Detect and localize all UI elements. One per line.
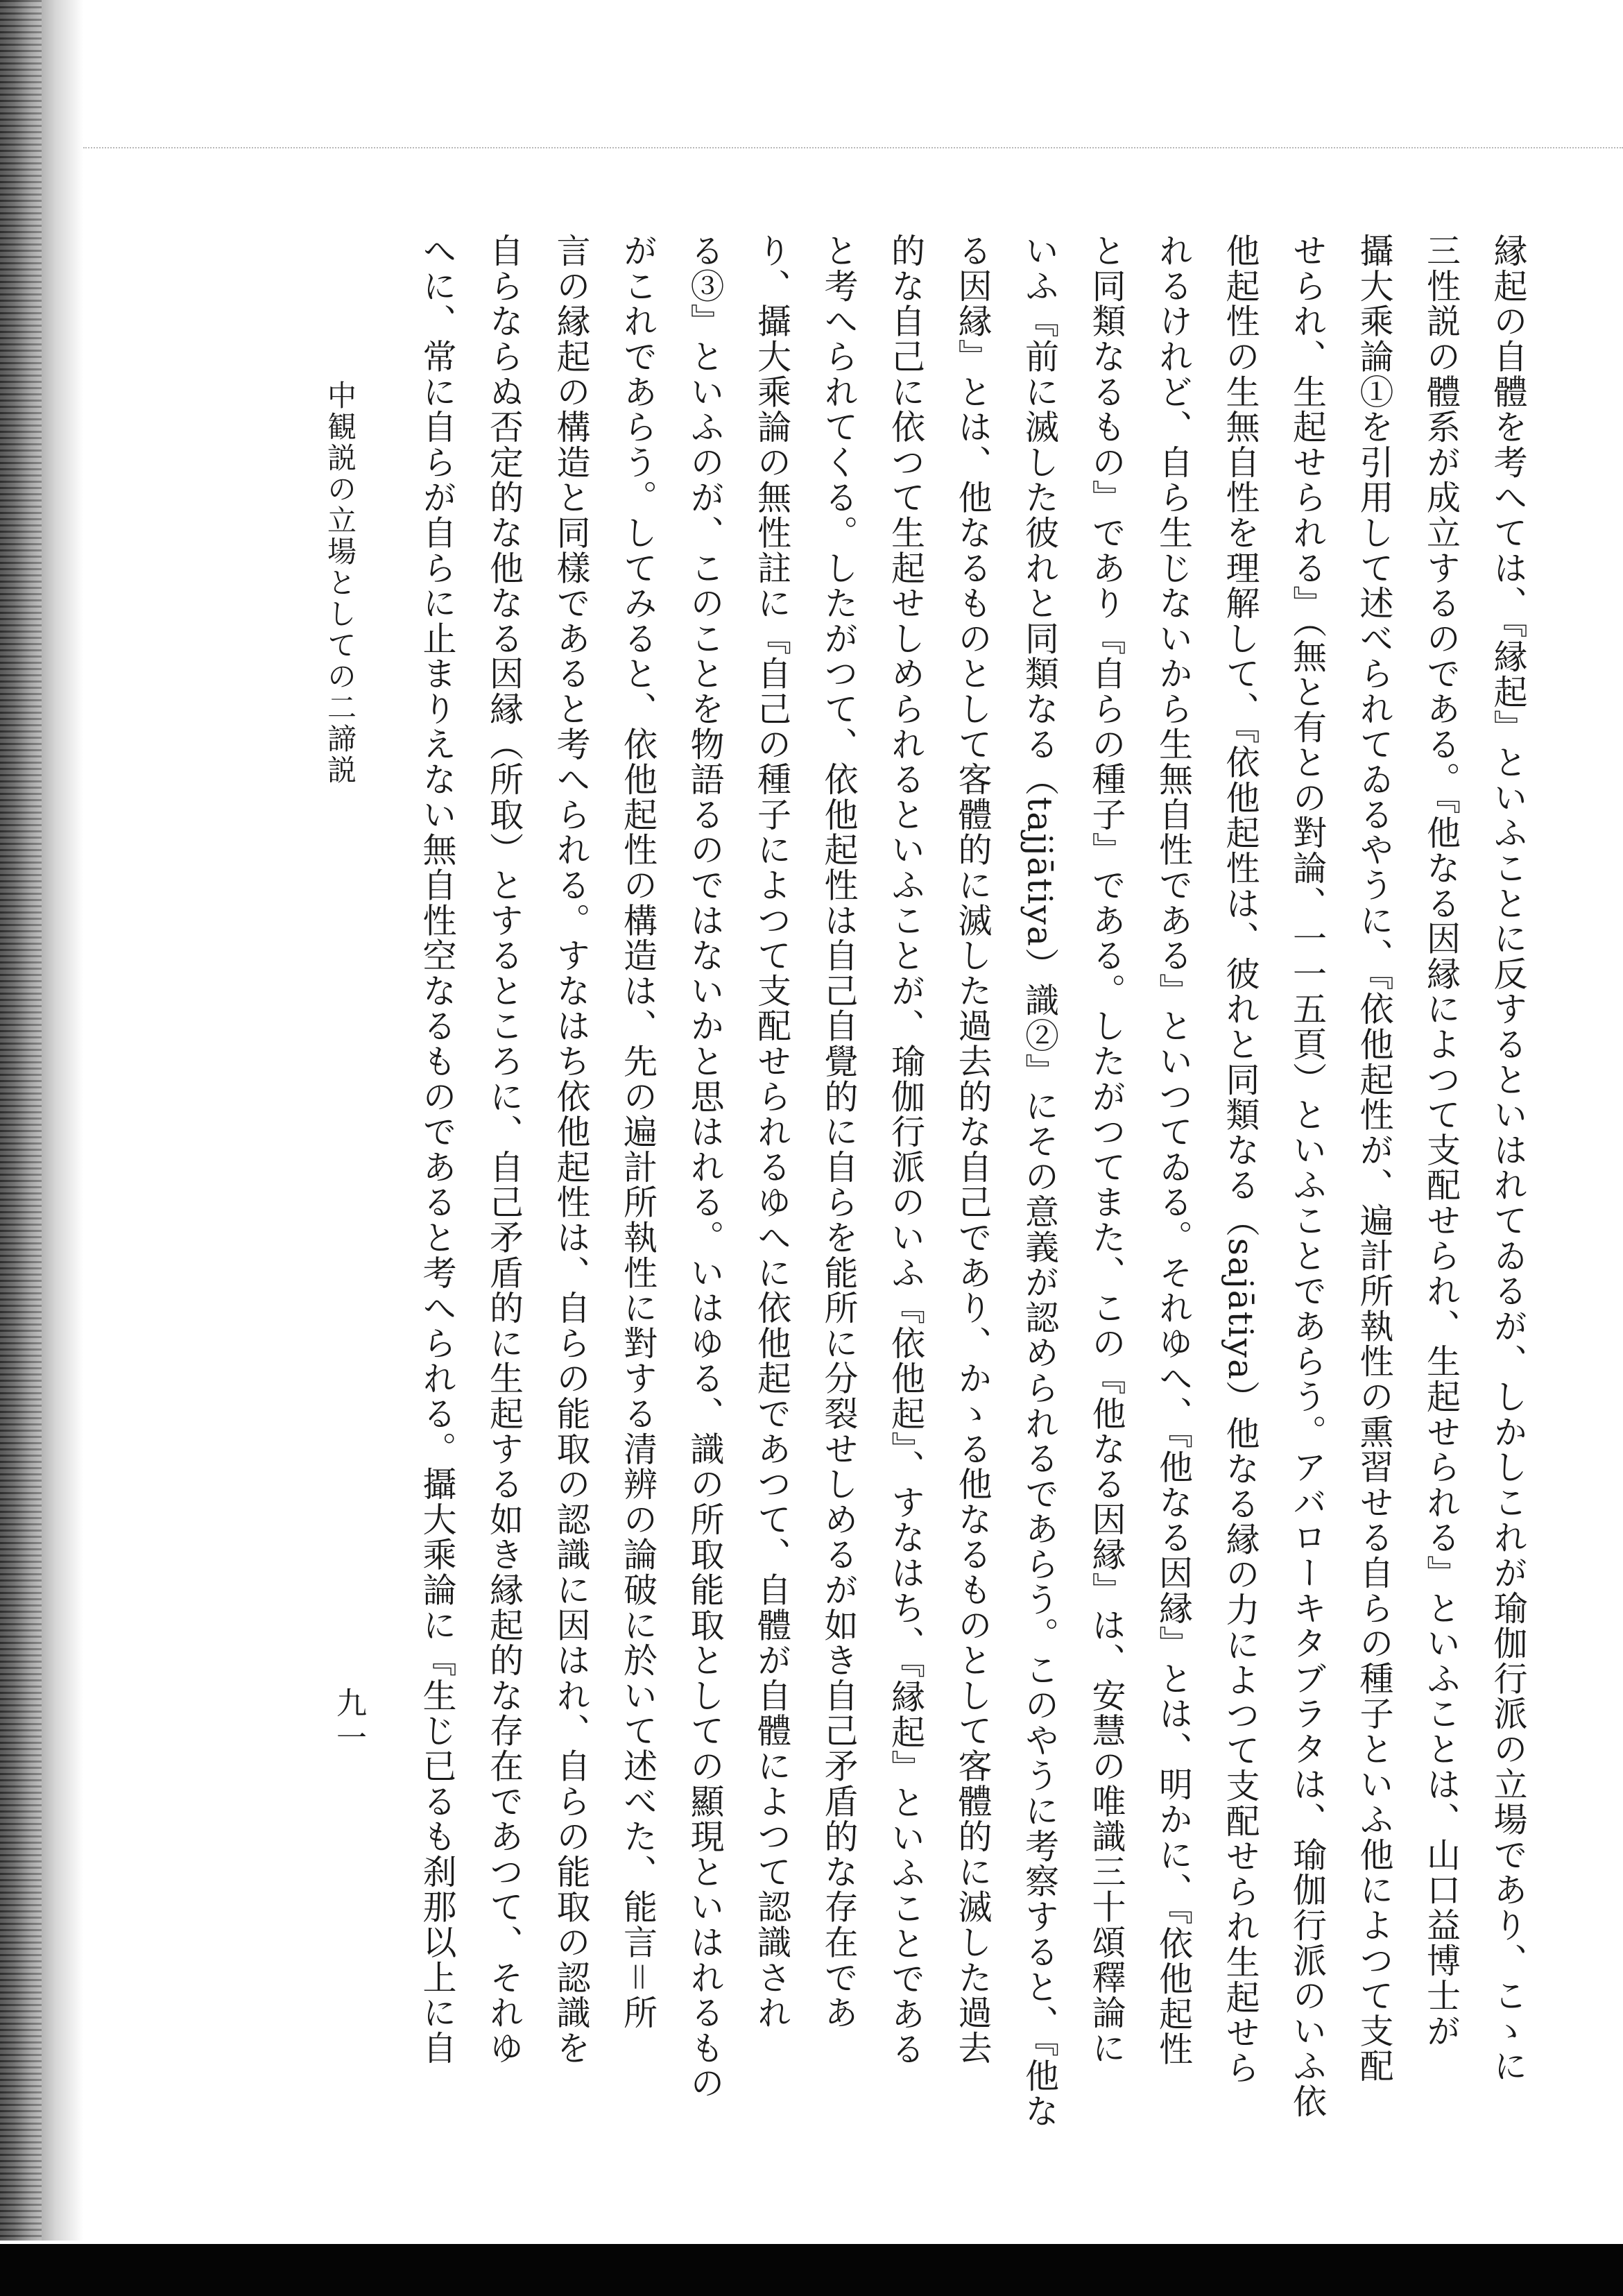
scan-bottom-bar [0,2244,1623,2296]
text-line: 攝大乘論①を引用して述べられてゐるやうに、『依他起性が、遍計所執性の熏習せる自らの種子といふ他によつて支配 [1355,233,1394,2084]
text-line: 他起性の生無自性を理解して、『依他起性は、彼れと同類なる（sajātiya）他なる縁の力によつて支配せられ生起せら [1221,233,1260,2086]
text-line: 三性説の體系が成立するのである。『他なる因縁によつて支配せられ、生起せられる』といふことは、山口益博士が [1421,233,1461,2049]
text-line: 縁起の自體を考へては、『縁起』といふことに反するといはれてゐるが、しかしこれが瑜伽行派の立場であり、こゝに [1488,233,1528,2084]
text-line: る因縁』とは、他なるものとして客體的に滅した過去的な自己であり、かゝる他なるものとして客體的に滅した過去 [953,233,993,2066]
text-line: れるけれど、自ら生じないから生無自性である』といつてゐる。それゆへ、『他なる因縁』とは、明かに、『依他起性 [1153,233,1194,2067]
text-line: と同類なるもの』であり『自らの種子』である。したがつてまた、この『他なる因縁』は、安慧の唯識三十頌釋論に [1087,233,1126,2066]
text-line: せられ、生起せられる』（無と有との對論、一一五頁）といふことであらう。アバローキタブラタは、瑜伽行派のいふ依 [1287,233,1328,2119]
scan-dotted-line [83,147,1623,148]
body-text [404,233,1542,2129]
text-line: る③』といふのが、このことを物語るのではないかと思はれる。いはゆる、識の所取能取としての顯現といはれるもの [685,233,725,2101]
text-line: 言の縁起の構造と同樣であると考へられる。すなはち依他起性は、自らの能取の認識に因はれ、自らの能取の認識を [551,233,591,2066]
text-line: いふ『前に滅した彼れと同類なる（tajjātiya）識②』にその意義が認められるであらう。このやうに考察すると、『他な [1020,233,1060,2129]
text-line: へに、常に自らが自らに止まりえない無自性空なるものであると考へられる。攝大乘論に『生じ已るも刹那以上に自 [418,233,457,2066]
text-line: り、攝大乘論の無性註に『自己の種子によつて支配せられるゆへに依他起であつて、自體が自體によつて認識され [752,233,792,2030]
text-line: と考へられてくる。したがつて、依他起性は自己自覺的に自らを能所に分裂せしめるが如き自己矛盾的な存在であ [819,233,859,2030]
scan-edge-noise [0,0,42,2241]
text-line: がこれであらう。してみると、依他起性の構造は、先の遍計所執性に對する清辨の論破に於いて述べた、能言＝所 [618,233,658,2030]
text-line: 的な自己に依つて生起せしめられるといふことが、瑜伽行派のいふ『依他起』、すなはち、『縁起』といふことである [886,233,926,2067]
running-head: 中観説の立場としての二諦説 [323,380,357,786]
page-number: 九一 [331,1687,366,1756]
text-line: 自らならぬ否定的な他なる因縁（所取）とするところに、自己矛盾的に生起する如き縁起的な存在であつて、それゆ [484,233,524,2066]
